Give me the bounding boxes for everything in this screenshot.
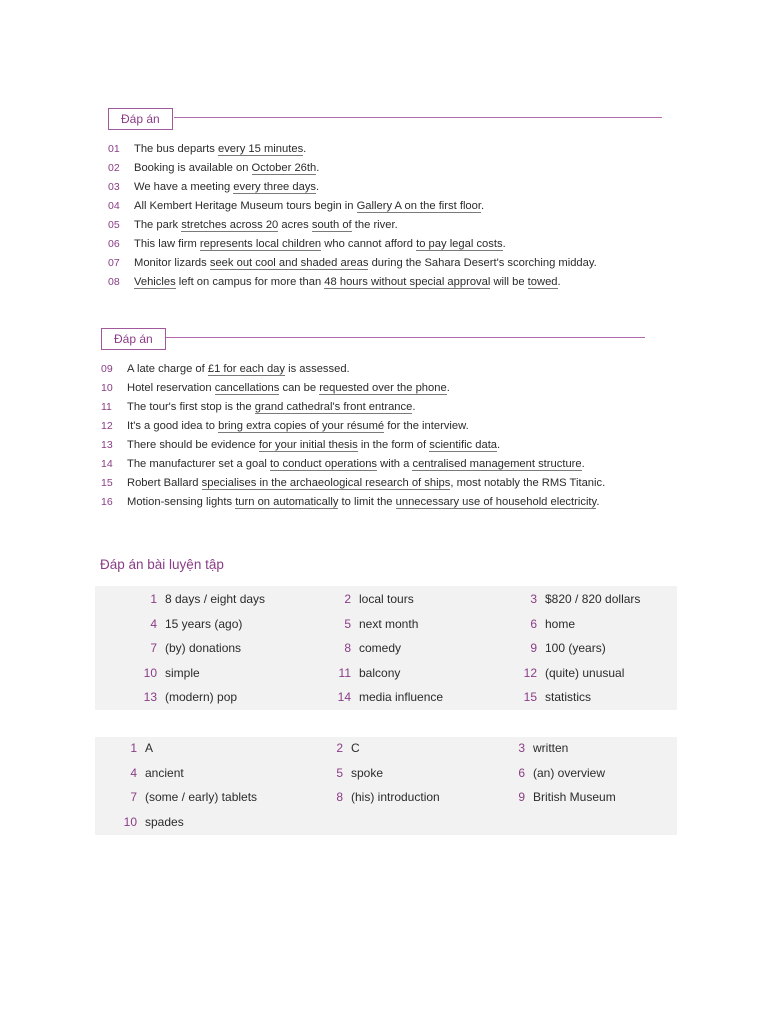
answer-value: next month (359, 616, 419, 631)
practice-answer (503, 788, 616, 806)
answer-number: 10 (123, 814, 137, 829)
answer-section-1 (108, 108, 668, 292)
underlined-answer: Vehicles (134, 276, 176, 288)
answer-tag: Đáp án (108, 108, 173, 130)
sentence-text: Booking is available on (134, 162, 252, 174)
answer-number: 2 (344, 592, 351, 606)
answer-value: A (145, 741, 154, 755)
answer-number: 13 (143, 690, 157, 704)
line-number: 16 (101, 496, 113, 508)
underlined-answer: south of (311, 219, 352, 231)
underlined-answer: towed (527, 276, 558, 288)
sentence-text: It's a good idea to (127, 420, 219, 432)
line-number: 05 (108, 219, 120, 231)
sentence-text: Hotel reservation (127, 382, 215, 394)
sentence-text: who cannot afford (321, 238, 417, 250)
underlined-answer: scientific data (429, 439, 498, 451)
answer-value: ancient (145, 765, 184, 780)
line-number: 10 (101, 382, 113, 394)
sentence-text: Monitor lizards (134, 257, 210, 269)
answer-value: 100 (years) (545, 641, 606, 655)
answer-tag: Đáp án (101, 328, 166, 350)
sentence-text: The park (134, 219, 182, 231)
sentence-text: . (502, 238, 506, 250)
sentence-text: There should be evidence (127, 439, 259, 451)
underlined-answer: £1 for each day (207, 363, 285, 375)
sentence-text: This law firm (134, 238, 200, 250)
practice-answer (327, 688, 443, 706)
practice-answer (503, 739, 568, 757)
sentence-text: . (303, 143, 307, 155)
answer-line (108, 178, 668, 197)
answer-number: 9 (518, 790, 525, 804)
underlined-answer: Gallery A on the first floor (356, 200, 481, 212)
sentence-text: . (316, 181, 320, 193)
sentence-text: We have a meeting (134, 181, 234, 193)
line-number: 06 (108, 238, 120, 250)
answer-number: 11 (338, 665, 351, 680)
answer-list (101, 360, 661, 512)
answer-number: 3 (518, 741, 525, 755)
sentence-text: . (596, 496, 600, 508)
underlined-answer: requested over the phone (319, 382, 447, 394)
answer-value: $820 / 820 dollars (545, 592, 641, 606)
line-number: 08 (108, 276, 120, 288)
answer-value: C (351, 741, 360, 755)
line-number: 11 (101, 401, 112, 413)
practice-answer (513, 688, 591, 706)
underlined-answer: stretches across 20 (181, 219, 279, 231)
sentence-text: to limit the (338, 496, 396, 508)
practice-answer (115, 764, 184, 782)
answer-value: media influence (359, 690, 444, 704)
sentence-text: acres (278, 219, 312, 231)
sentence-text: in the form of (357, 439, 430, 451)
practice-answer (327, 615, 418, 633)
sentence-text: A late charge of (127, 363, 208, 375)
answer-number: 14 (337, 690, 351, 704)
sentence-text: . (497, 439, 501, 451)
practice-answer (321, 764, 383, 782)
sentence-text: . (581, 458, 585, 470)
answer-number: 7 (150, 641, 157, 655)
answer-line (108, 254, 668, 273)
practice-answer (327, 664, 400, 682)
answer-number: 8 (344, 641, 351, 655)
underlined-answer: October 26th (251, 162, 317, 174)
answer-line (101, 398, 661, 417)
underlined-answer: seek out cool and shaded areas (209, 257, 369, 269)
practice-answer (513, 664, 624, 682)
practice-answer (503, 764, 605, 782)
sentence-text: with a (377, 458, 413, 470)
sentence-text: . (316, 162, 320, 174)
sentence-text: The bus departs (134, 143, 218, 155)
answer-value: written (533, 741, 569, 755)
sentence-text: can be (279, 382, 320, 394)
answer-line (101, 360, 661, 379)
answer-number: 9 (530, 641, 537, 655)
answer-value: comedy (359, 641, 402, 655)
answer-value: statistics (545, 690, 592, 704)
underlined-answer: for your initial thesis (258, 439, 358, 451)
line-number: 02 (108, 162, 120, 174)
practice-answer (321, 739, 360, 757)
answer-value: 8 days / eight days (165, 592, 266, 606)
sentence-text: . (412, 401, 416, 413)
sentence-text: , most notably the RMS Titanic. (450, 477, 606, 489)
sentence-text: will be (490, 276, 528, 288)
answer-value: local tours (359, 592, 414, 606)
answer-line (101, 379, 661, 398)
answer-value: (by) donations (165, 641, 242, 655)
practice-grid-1 (95, 586, 677, 710)
answer-number: 4 (150, 616, 157, 631)
answer-line (108, 235, 668, 254)
underlined-answer: unnecessary use of household electricity (395, 496, 597, 508)
answer-line (108, 197, 668, 216)
practice-answer (115, 739, 153, 757)
answer-value: spoke (351, 765, 384, 780)
answer-value: balcony (359, 665, 401, 680)
answer-line (108, 216, 668, 235)
answer-value: (some / early) tablets (145, 790, 258, 804)
header-divider (174, 117, 662, 118)
underlined-answer: to conduct operations (270, 458, 378, 470)
answer-number: 8 (336, 790, 343, 804)
line-number: 07 (108, 257, 120, 269)
sentence-text: for the interview. (384, 420, 469, 432)
line-number: 03 (108, 181, 120, 193)
header-divider (157, 337, 645, 338)
sentence-text: The manufacturer set a goal (127, 458, 271, 470)
underlined-answer: centralised management structure (412, 458, 582, 470)
answer-number: 6 (530, 616, 537, 631)
answer-number: 7 (130, 790, 137, 804)
answer-value: 15 years (ago) (165, 616, 243, 631)
practice-answer (327, 590, 414, 608)
answer-value: (his) introduction (351, 790, 440, 804)
answer-number: 5 (336, 765, 343, 780)
underlined-answer: 48 hours without special approval (324, 276, 491, 288)
underlined-answer: turn on automatically (235, 496, 339, 508)
underlined-answer: specialises in the archaeological research of ships (201, 477, 451, 489)
line-number: 14 (101, 458, 113, 470)
practice-answer (133, 664, 200, 682)
sentence-text: All Kembert Heritage Museum tours begin in (134, 200, 357, 212)
answer-number: 6 (518, 765, 525, 780)
practice-answer (133, 688, 237, 706)
underlined-answer: every three days (233, 181, 317, 193)
line-number: 13 (101, 439, 113, 451)
answer-number: 2 (336, 741, 343, 755)
answer-line (101, 417, 661, 436)
practice-answer (513, 615, 575, 633)
practice-answer (115, 788, 257, 806)
sentence-text: during the Sahara Desert's scorching midday. (368, 257, 597, 269)
sentence-text: left on campus for more than (175, 276, 325, 288)
line-number: 04 (108, 200, 120, 212)
section-header (101, 328, 661, 352)
line-number: 15 (101, 477, 113, 489)
answer-value: (an) overview (533, 765, 606, 780)
practice-answer (513, 639, 606, 657)
answer-line (101, 493, 661, 512)
answer-value: simple (165, 665, 200, 680)
underlined-answer: grand cathedral's front entrance (254, 401, 413, 413)
sentence-text: Robert Ballard (127, 477, 202, 489)
practice-answer (321, 788, 440, 806)
answer-line (101, 436, 661, 455)
sentence-text: . (446, 382, 450, 394)
practice-answer (133, 639, 241, 657)
answer-value: (quite) unusual (545, 665, 625, 680)
answer-line (108, 273, 668, 292)
answer-number: 12 (523, 665, 537, 680)
line-number: 12 (101, 420, 113, 432)
section-header (108, 108, 668, 132)
practice-answers-title: Đáp án bài luyện tập (100, 557, 224, 572)
answer-list (108, 140, 668, 292)
sentence-text: . (557, 276, 561, 288)
practice-answer (513, 590, 640, 608)
practice-answer (115, 813, 184, 831)
sentence-text: . (480, 200, 485, 212)
underlined-answer: represents local children (199, 238, 322, 250)
answer-line (108, 159, 668, 178)
underlined-answer: bring extra copies of your résumé (218, 420, 385, 432)
practice-answer (133, 615, 242, 633)
answer-line (101, 474, 661, 493)
answer-value: spades (145, 814, 184, 829)
answer-value: (modern) pop (165, 690, 238, 704)
answer-number: 5 (344, 616, 351, 631)
practice-answer (327, 639, 401, 657)
line-number: 01 (108, 143, 120, 155)
practice-answer (133, 590, 265, 608)
sentence-text: The tour's first stop is the (127, 401, 255, 413)
underlined-answer: cancellations (214, 382, 280, 394)
answer-number: 4 (130, 765, 137, 780)
answer-number: 10 (143, 665, 157, 680)
underlined-answer: every 15 minutes (217, 143, 304, 155)
line-number: 09 (101, 363, 113, 375)
answer-line (108, 140, 668, 159)
sentence-text: is assessed. (284, 363, 350, 375)
answer-number: 1 (130, 741, 137, 755)
practice-grid-2 (95, 737, 677, 835)
answer-line (101, 455, 661, 474)
answer-number: 1 (150, 592, 157, 606)
answer-number: 3 (530, 592, 537, 606)
answer-section-2 (101, 328, 661, 512)
sentence-text: Motion-sensing lights (127, 496, 236, 508)
underlined-answer: to pay legal costs (416, 238, 503, 250)
answer-number: 15 (523, 690, 537, 704)
answer-value: British Museum (533, 790, 616, 804)
sentence-text: the river. (351, 219, 398, 231)
answer-value: home (545, 616, 576, 631)
